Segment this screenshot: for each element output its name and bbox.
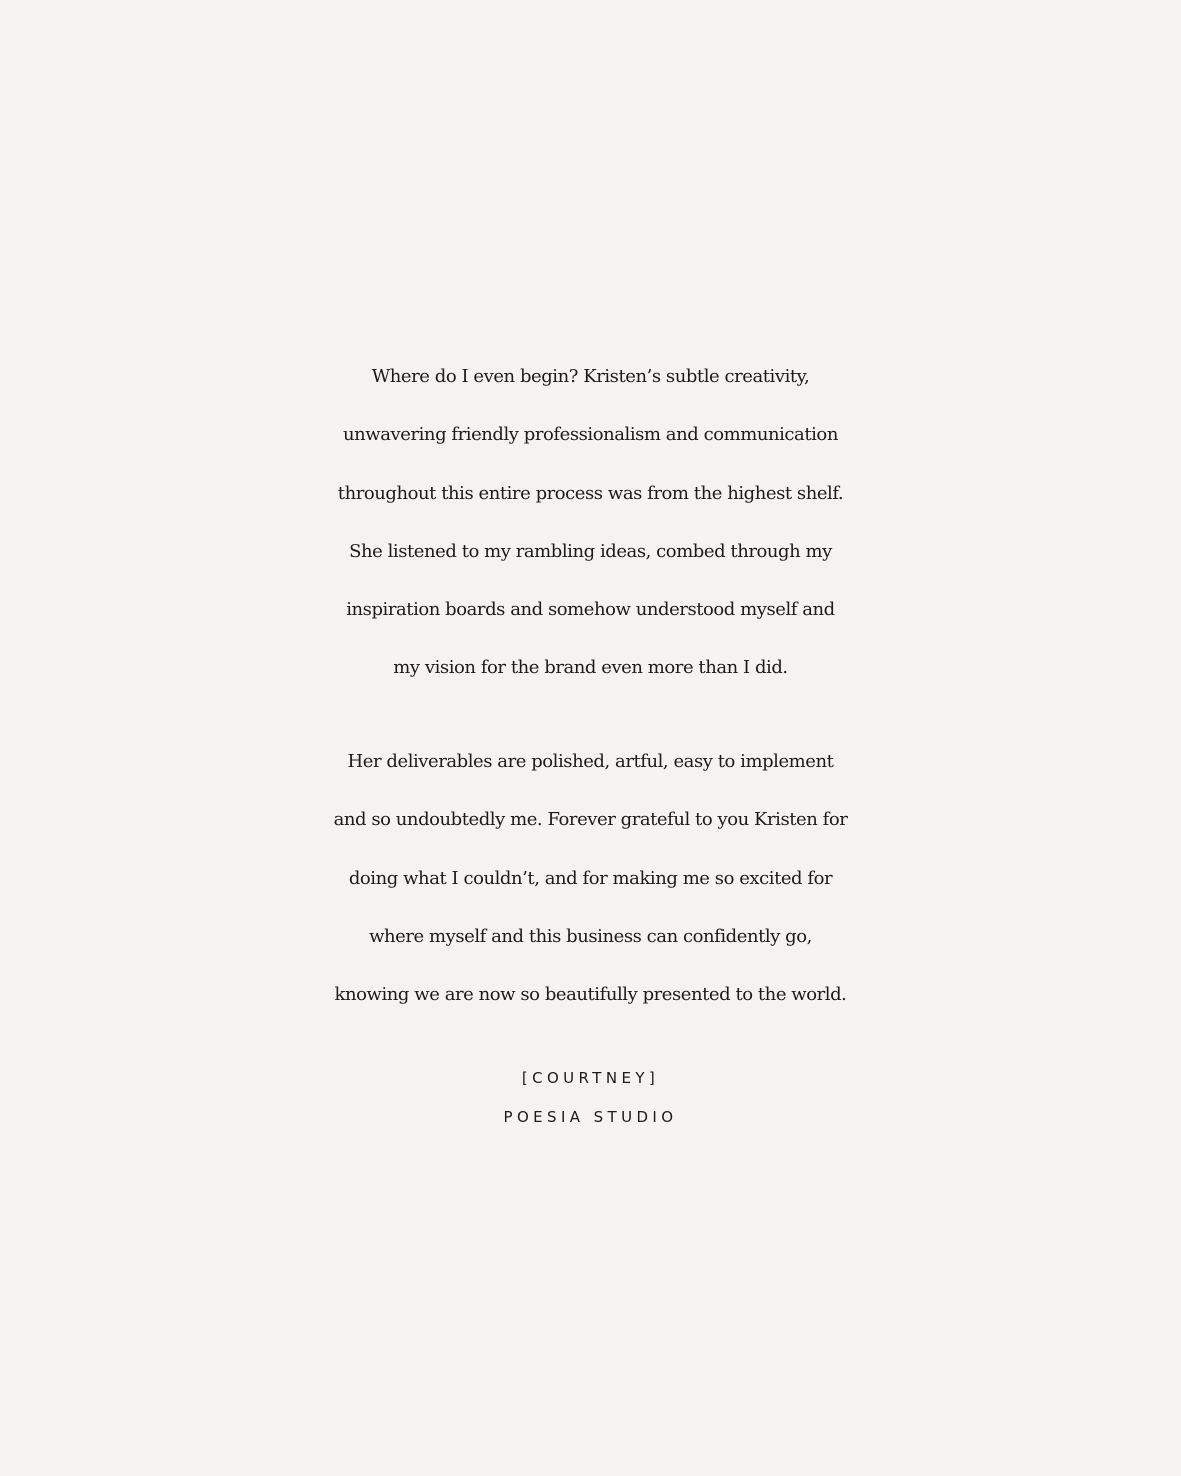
testimonial-line: throughout this entire process was from the highest shelf. xyxy=(337,482,844,504)
testimonial-line: Her deliverables are polished, artful, easy to implement xyxy=(347,751,834,772)
testimonial-paragraph-2 xyxy=(0,737,1181,1028)
testimonial-line: doing what I couldn’t, and for making me so excited for xyxy=(348,867,833,889)
testimonial-line: unwavering friendly professionalism and communication xyxy=(343,424,838,446)
testimonial-line: where myself and this business can confidently go, xyxy=(369,925,812,947)
testimonial-author: [COURTNEY] xyxy=(521,1069,660,1087)
testimonial-line: inspiration boards and somehow understood myself and xyxy=(346,599,835,621)
testimonial-line: and so undoubtedly me. Forever grateful to you Kristen for xyxy=(333,809,848,831)
testimonial-line: knowing we are now so beautifully presented to the world. xyxy=(334,984,847,1006)
testimonial-paragraph-1 xyxy=(0,352,1181,702)
testimonial-line: She listened to my rambling ideas, combed through my xyxy=(349,540,832,562)
testimonial-line: Where do I even begin? Kristen’s subtle creativity, xyxy=(371,366,810,387)
testimonial-line: my vision for the brand even more than I did. xyxy=(393,657,788,679)
testimonial-company: POESIA STUDIO xyxy=(503,1108,678,1126)
